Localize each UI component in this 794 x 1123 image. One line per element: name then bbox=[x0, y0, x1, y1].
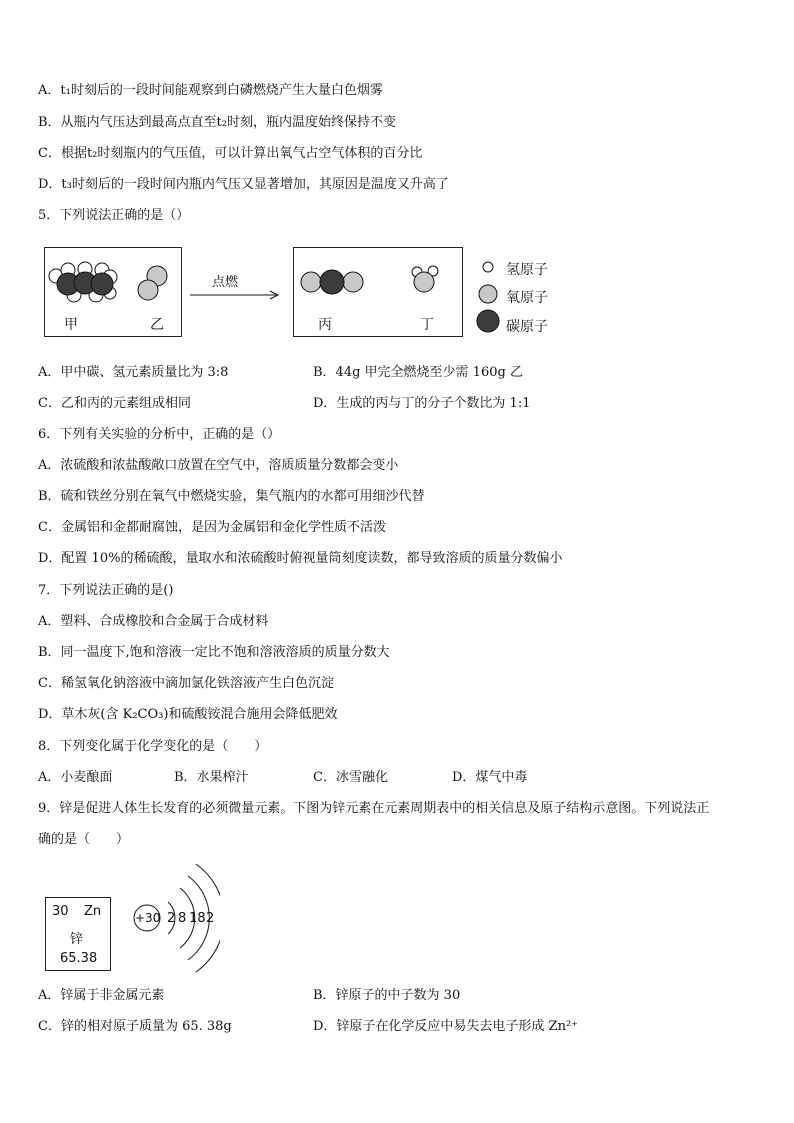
shell-3-electrons: 18 bbox=[189, 911, 206, 926]
label-bing: 丙 bbox=[318, 317, 332, 333]
q4-option-a: A．t₁时刻后的一段时间能观察到白磷燃烧产生大量白色烟雾 bbox=[38, 83, 383, 98]
q4-option-b: B．从瓶内气压达到最高点直至t₂时刻，瓶内温度始终保持不变 bbox=[38, 115, 396, 130]
q4-option-d: D．t₃时刻后的一段时间内瓶内气压又显著增加，其原因是温度又升高了 bbox=[38, 177, 449, 192]
q9-option-d: D．锌原子在化学反应中易失去电子形成 Zn²⁺ bbox=[313, 1019, 579, 1034]
q8-option-c: C．冰雪融化 bbox=[313, 770, 388, 785]
reaction-arrow-icon bbox=[188, 288, 284, 302]
q9-option-c: C．锌的相对原子质量为 65. 38g bbox=[38, 1019, 232, 1034]
q8-option-b: B．水果榨汁 bbox=[174, 770, 249, 785]
atomic-mass: 65.38 bbox=[60, 951, 98, 966]
q9-option-a: A．锌属于非金属元素 bbox=[38, 988, 165, 1003]
atomic-number: 30 bbox=[52, 904, 69, 919]
label-jia: 甲 bbox=[64, 317, 78, 333]
legend-hydrogen: 氢原子 bbox=[506, 262, 548, 278]
q8-option-a: A．小麦酿面 bbox=[38, 770, 113, 785]
element-symbol: Zn bbox=[84, 904, 102, 919]
q6-option-b: B．硫和铁丝分别在氧气中燃烧实验，集气瓶内的水都可用细沙代替 bbox=[38, 489, 425, 504]
q8-stem: 8．下列变化属于化学变化的是（ ） bbox=[38, 739, 268, 754]
q7-stem: 7．下列说法正确的是() bbox=[38, 583, 174, 598]
q6-stem: 6．下列有关实验的分析中，正确的是（） bbox=[38, 427, 281, 442]
q5-stem: 5．下列说法正确的是（） bbox=[38, 208, 190, 223]
q5-option-d: D．生成的丙与丁的分子个数比为 1:1 bbox=[313, 396, 531, 411]
element-name: 锌 bbox=[70, 932, 84, 947]
shell-1-electrons: 2 bbox=[167, 911, 176, 926]
label-ding: 丁 bbox=[420, 317, 434, 333]
carbon-atom-icon bbox=[477, 310, 499, 332]
atom-legend-icons bbox=[474, 256, 504, 338]
legend-carbon: 碳原子 bbox=[506, 319, 548, 335]
q6-option-d: D．配置 10%的稀硫酸，量取水和浓硫酸时俯视量筒刻度读数，都导致溶质的质量分数偏小 bbox=[38, 551, 563, 566]
q7-option-c: C．稀氢氧化钠溶液中滴加氯化铁溶液产生白色沉淀 bbox=[38, 676, 334, 691]
q9-stem-line2: 确的是（ ） bbox=[38, 832, 130, 847]
shell-2-electrons: 8 bbox=[178, 911, 187, 926]
oxygen-atom-icon bbox=[479, 285, 497, 303]
q5-option-b: B．44g 甲完全燃烧至少需 160g 乙 bbox=[313, 365, 523, 380]
shell-4-electrons: 2 bbox=[206, 911, 215, 926]
q5-option-c: C．乙和丙的元素组成相同 bbox=[38, 396, 191, 411]
q8-option-d: D．煤气中毒 bbox=[452, 770, 528, 785]
q4-option-c: C．根据t₂时刻瓶内的气压值，可以计算出氧气占空气体积的百分比 bbox=[38, 146, 423, 161]
q7-option-a: A．塑料、合成橡胶和合金属于合成材料 bbox=[38, 614, 269, 629]
q9-stem-line1: 9．锌是促进人体生长发育的必须微量元素。下图为锌元素在元素周期表中的相关信息及原子结构示意图。下列说法正 bbox=[38, 801, 710, 816]
q6-option-a: A．浓硫酸和浓盐酸敞口放置在空气中，溶质质量分数都会变小 bbox=[38, 458, 399, 473]
legend-oxygen: 氧原子 bbox=[506, 290, 548, 306]
q9-option-b: B．锌原子的中子数为 30 bbox=[313, 988, 461, 1003]
label-yi: 乙 bbox=[150, 317, 164, 333]
q5-option-a: A．甲中碳、氢元素质量比为 3:8 bbox=[38, 365, 229, 380]
nucleus-charge: +30 bbox=[135, 911, 161, 925]
q7-option-d: D．草木灰(含 K₂CO₃)和硫酸铵混合施用会降低肥效 bbox=[38, 707, 338, 722]
q6-option-c: C．金属铝和金都耐腐蚀，是因为金属铝和金化学性质不活泼 bbox=[38, 520, 386, 535]
reaction-condition: 点燃 bbox=[212, 275, 239, 290]
hydrogen-atom-icon bbox=[483, 262, 493, 272]
element-card bbox=[45, 897, 111, 971]
q7-option-b: B．同一温度下,饱和溶液一定比不饱和溶液溶质的质量分数大 bbox=[38, 645, 390, 660]
